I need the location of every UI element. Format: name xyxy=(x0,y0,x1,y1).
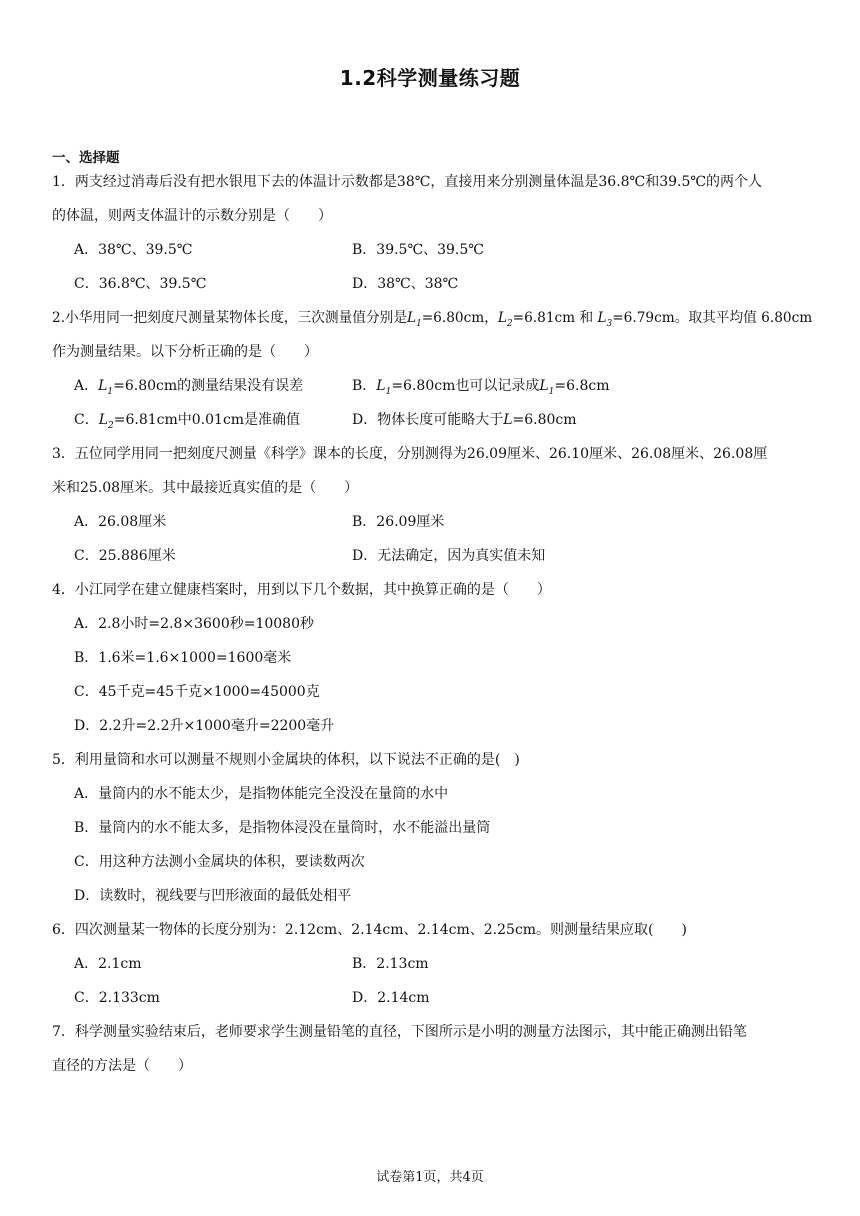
question-5-option-c: C．用这种方法测小金属块的体积，要读数两次 xyxy=(74,854,365,870)
question-1-option-a: A．38℃、39.5℃ xyxy=(74,242,193,258)
question-1-option-c: C．36.8℃、39.5℃ xyxy=(74,276,207,292)
question-6-option-a: A．2.1cm xyxy=(74,956,142,972)
question-4-option-d: D．2.2升=2.2升×1000毫升=2200毫升 xyxy=(74,718,335,734)
question-2-stem-line-1 xyxy=(52,308,813,334)
question-3-stem-line-1: 3．五位同学用同一把刻度尺测量《科学》课本的长度，分别测得为26.09厘米、26.10厘米、26.08厘米、26.08厘 xyxy=(52,446,768,462)
question-3-option-b: B．26.09厘米 xyxy=(352,514,445,530)
question-4-option-c: C．45千克=45千克×1000=45000克 xyxy=(74,684,320,700)
question-2-option-d: D．物体长度可能略大于L=6.80cm xyxy=(352,412,577,428)
question-3-stem-line-2: 米和25.08厘米。其中最接近真实值的是（ ） xyxy=(52,480,359,496)
q2-value-2: =6.81cm 和 xyxy=(512,310,594,326)
question-6-stem: 6．四次测量某一物体的长度分别为：2.12cm、2.14cm、2.14cm、2.25cm。则测量结果应取( ) xyxy=(52,922,687,938)
variable-L1: $L_1$ xyxy=(407,310,422,329)
question-7-stem-line-2: 直径的方法是（ ） xyxy=(52,1058,192,1074)
question-4-option-a: A．2.8小时=2.8×3600秒=10080秒 xyxy=(74,616,314,632)
question-1-stem-line-1: 1．两支经过消毒后没有把水银甩下去的体温计示数都是38℃，直接用来分别测量体温是36.8℃和39.5℃的两个人 xyxy=(52,174,763,190)
variable-L3: $L_3$ xyxy=(597,310,613,329)
q2-text-lead: 2.小华用同一把刻度尺测量某物体长度，三次测量值分别是 xyxy=(52,310,408,326)
question-1-option-b: B．39.5℃、39.5℃ xyxy=(352,242,484,258)
question-2-option-c: C．$L_2=6.81cm$中0.01cm是准确值 xyxy=(74,412,301,431)
section-heading: 一、选择题 xyxy=(52,150,120,166)
q2-value-3: =6.79cm。取其平均值 6.80cm xyxy=(612,310,813,326)
variable-L2: $L_2$ xyxy=(497,310,513,329)
question-6-option-d: D．2.14cm xyxy=(352,990,430,1006)
question-5-option-d: D．读数时，视线要与凹形液面的最低处相平 xyxy=(74,888,352,904)
question-2-option-a: A．$L_1=6.80cm$的测量结果没有误差 xyxy=(74,378,304,397)
page-footer: 试卷第1页，共4页 xyxy=(376,1170,484,1185)
question-5-stem: 5．利用量筒和水可以测量不规则小金属块的体积，以下说法不正确的是( ) xyxy=(52,752,520,768)
question-3-option-a: A．26.08厘米 xyxy=(74,514,167,530)
question-1-option-d: D．38℃、38℃ xyxy=(352,276,459,292)
question-2-stem-line-2: 作为测量结果。以下分析正确的是（ ） xyxy=(52,344,318,360)
question-6-option-b: B．2.13cm xyxy=(352,956,429,972)
question-6-option-c: C．2.133cm xyxy=(74,990,160,1006)
page-title: 1.2科学测量练习题 xyxy=(339,66,521,90)
question-1-stem-line-2: 的体温，则两支体温计的示数分别是（ ） xyxy=(52,208,332,224)
q2-value-1: =6.80cm， xyxy=(421,310,498,326)
question-3-option-c: C．25.886厘米 xyxy=(74,548,176,564)
question-4-option-b: B．1.6米=1.6×1000=1600毫米 xyxy=(74,650,292,666)
question-3-option-d: D．无法确定，因为真实值未知 xyxy=(352,548,546,564)
question-5-option-a: A．量筒内的水不能太少，是指物体能完全没没在量筒的水中 xyxy=(74,786,449,802)
question-2-option-b: B．$L_1=6.80cm$也可以记录成$L_1=6.8cm$ xyxy=(352,378,610,397)
question-4-stem: 4．小江同学在建立健康档案时，用到以下几个数据，其中换算正确的是（ ） xyxy=(52,582,551,598)
question-5-option-b: B．量筒内的水不能太多，是指物体浸没在量筒时，水不能溢出量筒 xyxy=(74,820,491,836)
question-7-stem-line-1: 7．科学测量实验结束后，老师要求学生测量铅笔的直径，下图所示是小明的测量方法图示，其中能正确测出铅笔 xyxy=(52,1024,747,1040)
